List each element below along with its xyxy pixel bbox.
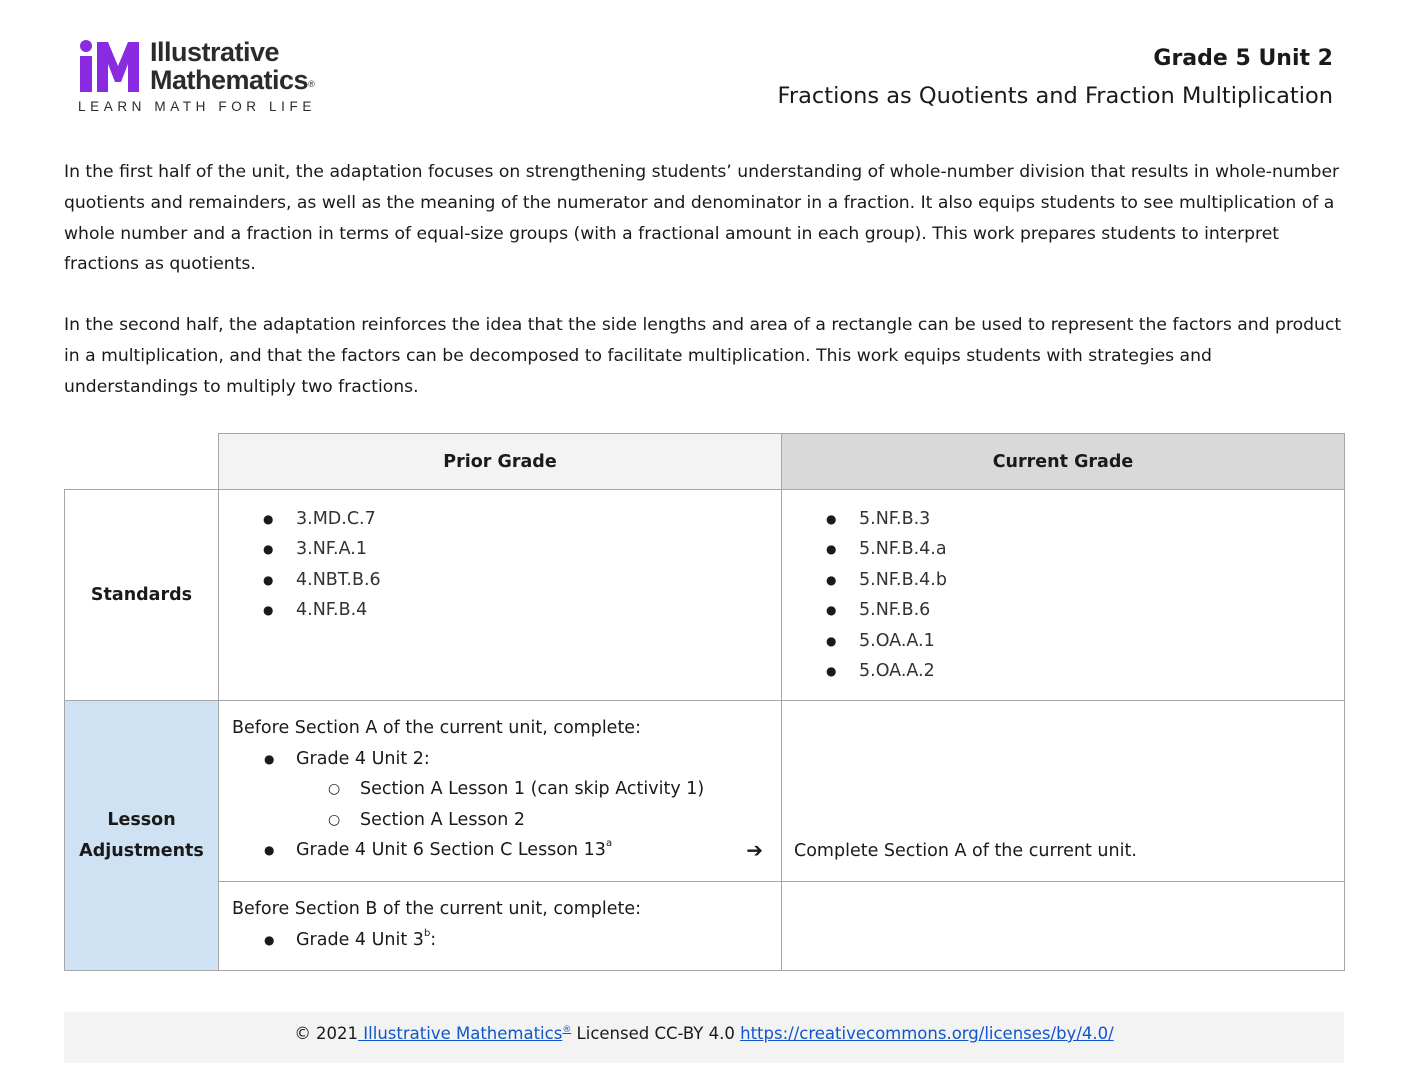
section-b-item-1-suffix: :: [430, 929, 437, 950]
prior-section-a-cell: [219, 701, 782, 882]
prior-standards-list: [219, 490, 781, 626]
row-header-label-line2: Adjustments: [79, 840, 204, 861]
list-item: ● 5.NF.B.4.a: [782, 534, 1344, 564]
prior-section-b-cell: [219, 882, 782, 971]
intro-paragraph-2: In the second half, the adaptation reinforces the idea that the side lengths and area of a rectangle can be used to represent the factors and product in a multiplication, and that the factors can be decomposed to facilitate multiplication. This work equips students with strategies and understandings to multiply two fractions.: [64, 315, 1342, 397]
table-row-standards: [65, 490, 1345, 701]
footer-registered-mark: ®: [562, 1025, 572, 1035]
unit-subtitle: Fractions as Quotients and Fraction Multiplication: [777, 83, 1333, 109]
brand-logo: [78, 38, 348, 118]
current-section-a-text: Complete Section A of the current unit.: [794, 841, 1137, 861]
table-header-row: [65, 434, 1345, 490]
list-item: ● 5.OA.A.1: [782, 626, 1344, 656]
brand-name-line1: Illustrative: [150, 37, 280, 67]
current-standards-list: [782, 490, 1344, 686]
section-a-subitem-2: ○ Section A Lesson 2: [232, 805, 769, 836]
table-corner-cell: [65, 434, 219, 490]
table-row-lesson-adjustments-a: [65, 701, 1345, 882]
current-section-b-cell: [782, 882, 1345, 971]
document-header: [778, 44, 1333, 114]
section-a-item-2: [232, 835, 769, 866]
footer-license-link[interactable]: https://creativecommons.org/licenses/by/4.0/: [740, 1024, 1114, 1043]
section-a-item-1: ● Grade 4 Unit 2:: [232, 744, 769, 775]
section-a-subitem-1: ○ Section A Lesson 1 (can skip Activity 1): [232, 774, 769, 805]
footnote-marker-b: b: [423, 927, 431, 939]
adjustments-table: [64, 433, 1345, 971]
footer-license: Licensed CC-BY 4.0: [571, 1024, 741, 1043]
brand-registered-mark: ®: [308, 79, 315, 89]
footnote-marker-a: a: [605, 838, 613, 849]
footer-im-link[interactable]: Illustrative Mathematics: [358, 1024, 563, 1043]
list-item: ● 3.NF.A.1: [219, 534, 781, 564]
list-item: ● 5.NF.B.3: [782, 504, 1344, 534]
row-header-label-line1: Lesson: [107, 809, 176, 830]
list-item: ● 4.NBT.B.6: [219, 565, 781, 595]
right-arrow-icon: ➔: [746, 838, 763, 862]
list-item: ● 5.OA.A.2: [782, 656, 1344, 686]
list-item: ● 3.MD.C.7: [219, 504, 781, 534]
section-b-intro: Before Section B of the current unit, complete:: [232, 899, 642, 919]
current-section-a-cell: [782, 701, 1345, 882]
column-header-current-grade: Current Grade: [782, 434, 1345, 490]
row-header-standards: Standards: [65, 490, 219, 701]
section-a-intro: Before Section A of the current unit, complete:: [232, 718, 641, 738]
list-item: ● 5.NF.B.4.b: [782, 565, 1344, 595]
current-standards-cell: [782, 490, 1345, 701]
footer-copyright: © 2021: [294, 1024, 359, 1043]
section-b-item-1: [232, 925, 769, 956]
page-footer: [64, 1012, 1344, 1063]
brand-tagline: LEARN MATH FOR LIFE: [78, 99, 316, 114]
intro-text: [64, 157, 1346, 403]
list-item: ● 4.NF.B.4: [219, 595, 781, 625]
brand-name-line2: Mathematics: [150, 65, 309, 95]
row-header-lesson-adjustments: [65, 701, 219, 971]
intro-paragraph-1: In the first half of the unit, the adaptation focuses on strengthening students’ understanding of whole-number division that results in whole-number quotients and remainders, as well as the meaning of the numerator and denominator in a fraction. It also equips students to see multiplication of a whole number and a fraction in terms of equal-size groups (with a fractional amount in each group). This work prepares students to interpret fractions as quotients.: [64, 162, 1340, 275]
table-row-lesson-adjustments-b: [65, 882, 1345, 971]
brand-name: [150, 38, 314, 98]
prior-standards-cell: [219, 490, 782, 701]
column-header-prior-grade: Prior Grade: [219, 434, 782, 490]
unit-title: Grade 5 Unit 2: [1153, 46, 1333, 71]
section-a-item-2-text: Grade 4 Unit 6 Section C Lesson 13: [296, 840, 606, 860]
list-item: ● 5.NF.B.6: [782, 595, 1344, 625]
section-b-item-1-text: Grade 4 Unit 3: [296, 929, 424, 950]
im-logo-icon: [78, 40, 140, 92]
